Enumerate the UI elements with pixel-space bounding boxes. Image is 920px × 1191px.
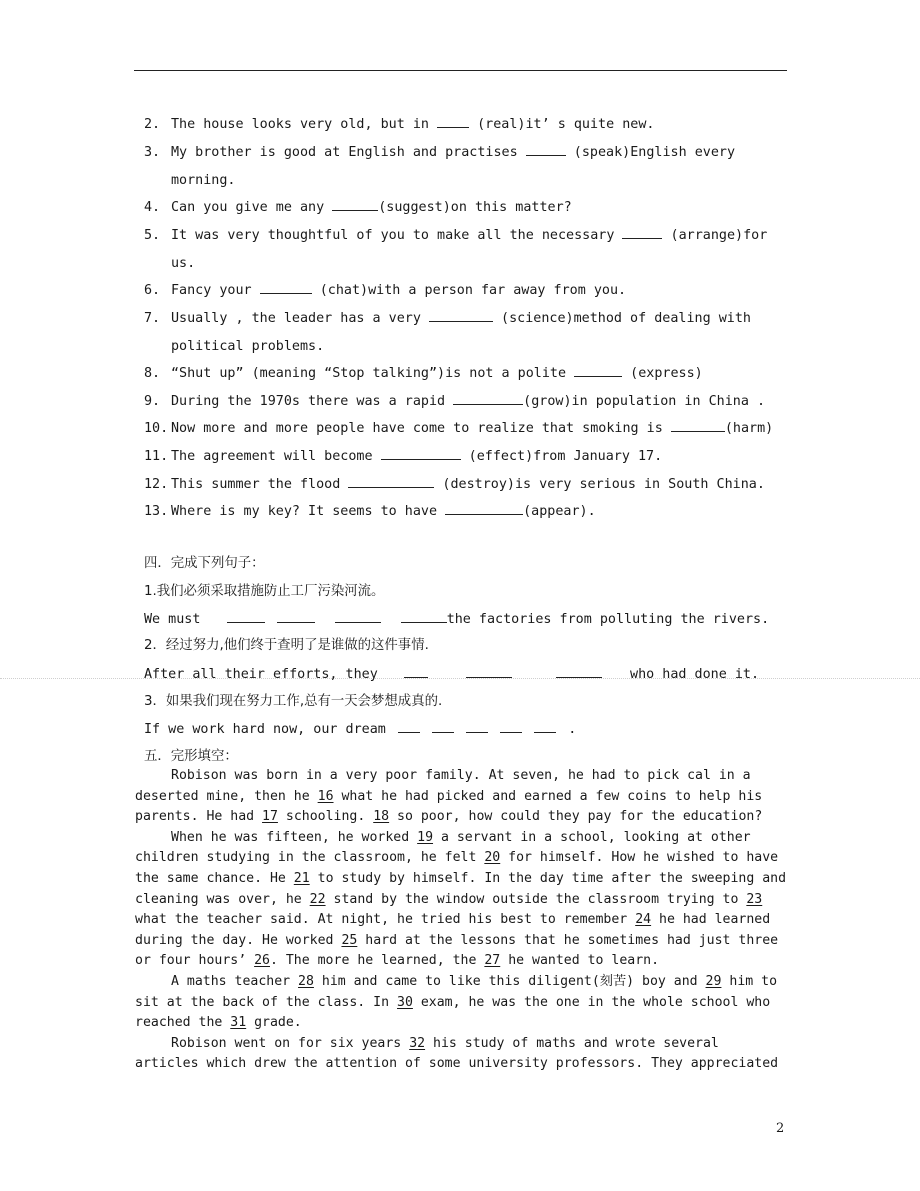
cloze-text: exam, he was the one in the whole school who reached the [135,994,771,1031]
cloze-blank-number[interactable]: 18 [373,809,390,825]
answer-blank[interactable] [429,307,493,322]
item-number: 8. [144,366,161,381]
section4-sentence1-english: We must the factories from polluting the rivers. [144,608,769,627]
cloze-blank-number[interactable]: 27 [484,953,501,969]
answer-blank[interactable] [466,718,488,733]
answer-blank[interactable] [227,608,265,623]
cloze-blank-number[interactable]: 31 [230,1015,247,1031]
cloze-text: him and came to like this diligent(刻苦) boy and [313,973,706,989]
section4-sentence2-english: After all their efforts, they who had done it. [144,663,759,682]
item-number: 11. [144,449,169,464]
item-number: 12. [144,477,169,492]
item-text: Usually , the leader has a very (science)method of dealing with political problems. [171,305,784,360]
cloze-text: hard at the lessons that he sometimes had just three or four hours’ [135,932,779,969]
cloze-text: him to sit at the back of the class. In [135,973,778,1010]
item-number: 13. [144,504,169,519]
section4-sentence1-chinese: 1.我们必须采取措施防止工厂污染河流。 [144,584,385,599]
cloze-text: he wanted to learn. [500,953,660,969]
cloze-text: Robison went on for six years [171,1035,410,1051]
item-text: It was very thoughtful of you to make all the necessary (arrange)for us. [171,222,784,277]
cloze-text: what the teacher said. At night, he tried his best to remember [135,912,636,928]
cloze-text: grade. [246,1015,302,1031]
section4-sentence3-english: If we work hard now, our dream . [144,718,576,737]
cloze-blank-number[interactable]: 19 [417,829,434,845]
answer-blank[interactable] [466,663,512,678]
cloze-text: When he was fifteen, he worked [171,829,418,845]
section4-sentence2-chinese: 2．经过努力,他们终于查明了是谁做的这件事情. [144,638,429,653]
cloze-text: so poor, how could they pay for the education? [389,809,763,825]
answer-blank[interactable] [432,718,454,733]
cloze-text: . The more he learned, the [269,953,485,969]
item-text: The agreement will become (effect)from January 17. [171,443,784,471]
item-text: My brother is good at English and practises (speak)English every morning. [171,139,784,194]
item-number: 6. [144,283,161,298]
answer-blank[interactable] [500,718,522,733]
cloze-blank-number[interactable]: 32 [409,1035,426,1051]
cloze-paragraph-4 [135,1034,787,1075]
cloze-blank-number[interactable]: 24 [635,912,652,928]
cloze-text: a servant in a school, looking at other children studying in the classroom, he felt [135,829,751,866]
cloze-paragraph-1 [135,766,787,828]
answer-blank[interactable] [622,224,662,239]
cloze-text: for himself. How he wished to have the same chance. He [135,850,779,886]
answer-blank[interactable] [348,473,434,488]
item-number: 7. [144,311,161,326]
cloze-blank-number[interactable]: 26 [254,953,270,969]
cloze-blank-number[interactable]: 17 [262,809,278,825]
item-number: 9. [144,394,161,409]
cloze-blank-number[interactable]: 30 [397,994,413,1010]
page-number: 2 [776,1121,785,1136]
answer-blank[interactable] [335,608,381,623]
item-text: During the 1970s there was a rapid (grow)in population in China . [171,388,784,416]
answer-blank[interactable] [398,718,420,733]
answer-blank[interactable] [526,141,566,156]
cloze-paragraph-2 [135,828,787,972]
section4-heading: 四．完成下列句子： [144,556,265,571]
answer-blank[interactable] [404,663,428,678]
item-text: Can you give me any (suggest)on this matter? [171,194,784,222]
answer-blank[interactable] [556,663,602,678]
header-rule [134,70,787,71]
section4-sentence3-chinese: 3．如果我们现在努力工作,总有一天会梦想成真的. [144,694,443,709]
item-text: Fancy your (chat)with a person far away from you. [171,277,784,305]
cloze-blank-number[interactable]: 23 [746,891,763,907]
answer-blank[interactable] [574,362,622,377]
answer-blank[interactable] [260,279,312,294]
item-number: 4. [144,200,161,215]
cloze-blank-number[interactable]: 25 [341,932,358,948]
answer-blank[interactable] [277,608,315,623]
item-text: Now more and more people have come to realize that smoking is (harm) [171,415,784,443]
answer-blank[interactable] [534,718,556,733]
item-number: 3. [144,145,161,160]
cloze-text: A maths teacher [171,973,299,989]
cloze-blank-number[interactable]: 21 [293,870,310,886]
item-number: 5. [144,228,161,243]
item-text: This summer the flood (destroy)is very serious in South China. [171,471,784,499]
cloze-text: what he had picked and earned a few coins to help his parents. He had [135,788,763,825]
cloze-blank-number[interactable]: 29 [705,973,722,989]
cloze-text: Robison was born in a very poor family. At seven, he had to pick cal in a deserted mine, then he [135,768,751,804]
item-text: The house looks very old, but in (real)it’ s quite new. [171,111,784,139]
answer-blank[interactable] [437,113,469,128]
cloze-text: schooling. [277,809,374,825]
item-text: “Shut up” (meaning “Stop talking”)is not a polite (express) [171,360,784,388]
item-number: 10. [144,421,169,436]
cloze-blank-number[interactable]: 22 [309,891,326,907]
item-text: Where is my key? It seems to have (appear). [171,498,784,526]
answer-blank[interactable] [445,500,523,515]
cloze-passage [135,766,787,1075]
cloze-blank-number[interactable]: 16 [317,788,334,804]
cloze-text: he had learned during the day. He worked [135,912,771,948]
answer-blank[interactable] [381,445,461,460]
item-number: 2. [144,117,161,132]
cloze-blank-number[interactable]: 20 [484,850,501,866]
answer-blank[interactable] [453,390,523,405]
section5-heading: 五．完形填空： [144,749,238,764]
cloze-text: stand by the window outside the classroom trying to [325,891,747,907]
answer-blank[interactable] [671,417,725,432]
answer-blank[interactable] [401,608,447,623]
answer-blank[interactable] [332,196,378,211]
cloze-text: his study of maths and wrote several articles which drew the attention of some university professors. They appreciated [135,1035,779,1072]
cloze-blank-number[interactable]: 28 [298,973,314,989]
cloze-paragraph-3 [135,972,787,1034]
cloze-text: to study by himself. In the day time after the sweeping and cleaning was over, he [135,870,787,907]
